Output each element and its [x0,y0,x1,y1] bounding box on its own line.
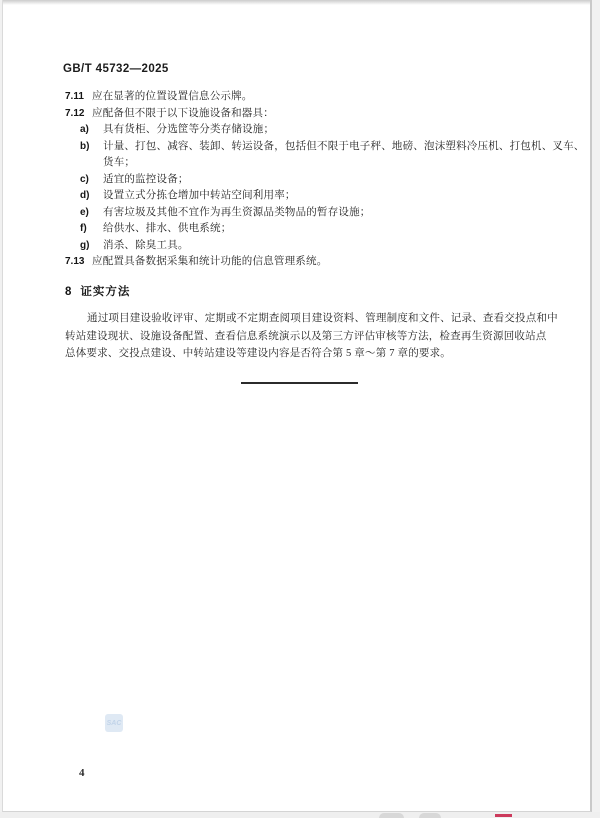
list-item-f [80,221,551,238]
cutoff-shape-right [419,813,441,818]
clause-number: 7.12 [65,107,85,119]
standard-number: GB/T 45732—2025 [63,63,169,75]
list-item-letter: e) [80,206,89,218]
end-of-text-rule [241,382,358,384]
list-item-letter: g) [80,239,90,251]
clause-text: 应在显著的位置设置信息公示牌。 [92,91,253,102]
sac-watermark-logo: SAC [105,714,123,732]
list-item-text: 有害垃圾及其他不宜作为再生资源品类物品的暂存设施； [103,206,371,218]
list-item-letter: c) [80,173,89,185]
list-item-line: 货车； [103,157,136,168]
clause-text: 应配备但不限于以下设施设备和器具： [92,107,274,119]
list-item-letter: f) [80,223,87,234]
list-item-text: 给供水、排水、供电系统； [103,223,232,234]
page-number: 4 [79,767,85,779]
red-indicator-fragment [495,814,512,817]
list-item-text: 消杀、除臭工具。 [103,239,189,251]
list-item-a [80,122,551,139]
list-item-text: 设置立式分拣仓增加中转站空间利用率； [103,190,296,201]
list-item-text: 具有货柜、分选筐等分类存储设施； [103,124,275,135]
list-item-text [103,139,585,172]
list-item-d [80,188,551,205]
clause-number: 7.13 [65,256,85,267]
clause-number: 7.11 [65,91,84,102]
clause-text: 应配置具备数据采集和统计功能的信息管理系统。 [92,256,328,267]
section-title: 证实方法 [80,286,131,298]
list-item-e [80,205,551,222]
paragraph-line: 通过项目建设验收评审、定期或不定期查阅项目建设资料、管理制度和文件、记录、查看交投点和中 [87,313,558,324]
section-8-paragraph [65,310,558,363]
list-item-letter: b) [80,140,90,152]
list-item-text: 适宜的监控设备； [103,173,189,185]
paragraph-line: 转站建设现状、设施设备配置、查看信息系统演示以及第三方评估审核等方法，检查再生资源回收站点 [65,330,547,342]
clause-7-13 [65,254,551,271]
section-number: 8 [65,286,72,298]
cutoff-shape-left [379,813,404,818]
list-item-g [80,238,551,255]
paragraph-line: 总体要求、交投点建设、中转站建设等建设内容是否符合第 5 章～第 7 章的要求。 [65,348,451,360]
list-item-letter: d) [80,190,90,201]
list-item-letter: a) [80,124,89,135]
clause-7-12 [65,106,551,123]
section-8-heading [65,283,130,299]
clause-7-11 [65,89,551,106]
list-item-b [80,139,585,172]
list-item-line: 计量、打包、减容、装卸、转运设备，包括但不限于电子秤、地磅、泡沫塑料冷压机、打包机、叉车、 [103,140,585,152]
list-item-c [80,172,551,189]
clause-block [65,89,585,271]
document-page [2,0,592,812]
